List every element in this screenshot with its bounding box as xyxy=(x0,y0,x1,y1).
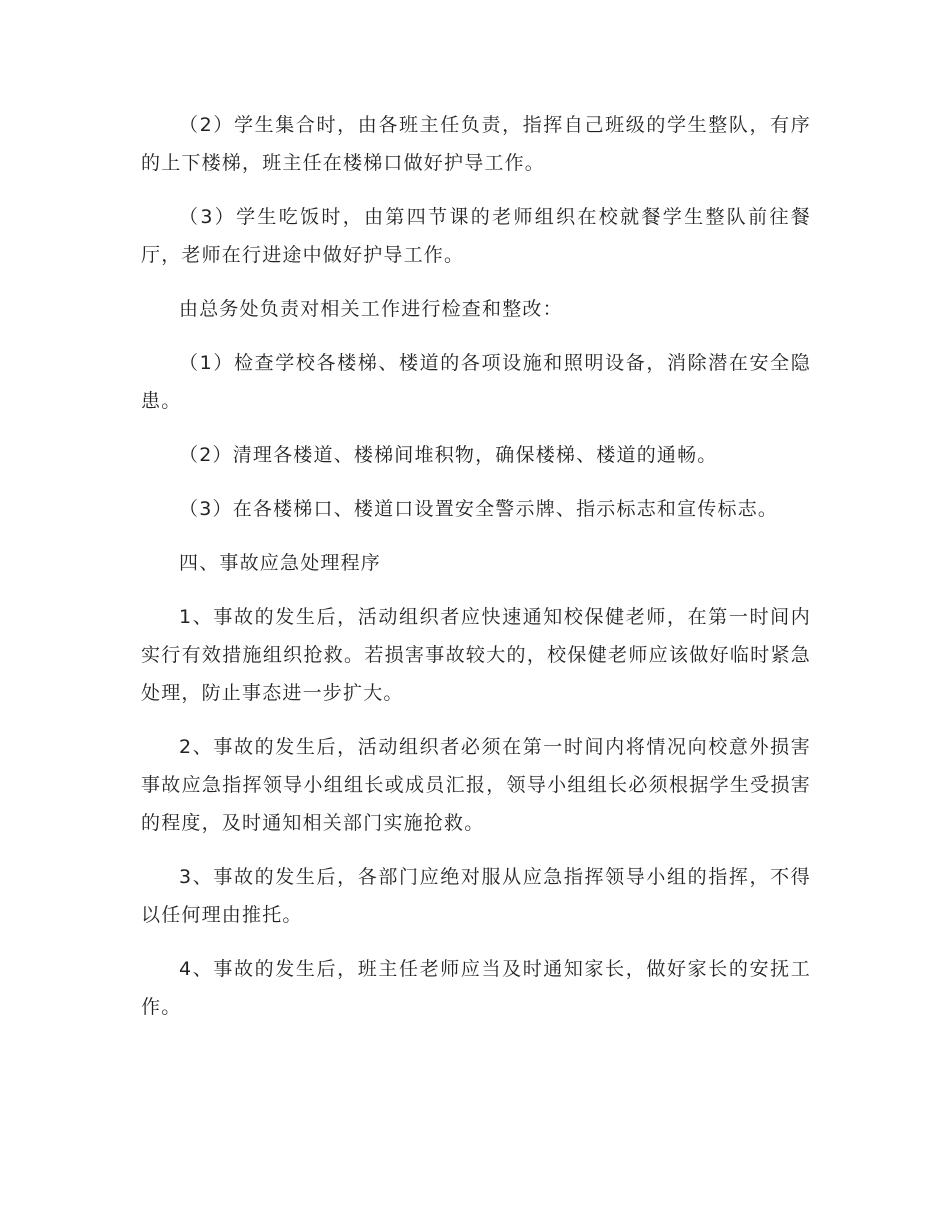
paragraph-clear-obstacles: （2）清理各楼道、楼梯间堆积物，确保楼梯、楼道的通畅。 xyxy=(179,444,718,466)
paragraph-inspect-facilities: （1）检查学校各楼梯、楼道的各项设施和照明设备，消除潜在安全隐患。 xyxy=(141,352,811,412)
paragraph-procedure-2: 2、事故的发生后，活动组织者必须在第一时间内将情况向校意外损害事故应急指挥领导小组组长或成员汇报，领导小组组长必须根据学生受损害的程度，及时通知相关部门实施抢救。 xyxy=(141,736,811,834)
paragraph-assembly: （2）学生集合时，由各班主任负责，指挥自己班级的学生整队，有序的上下楼梯，班主任在楼梯口做好护导工作。 xyxy=(141,114,811,174)
paragraph-procedure-4: 4、事故的发生后，班主任老师应当及时通知家长，做好家长的安抚工作。 xyxy=(141,958,811,1018)
paragraph-warning-signs: （3）在各楼梯口、楼道口设置安全警示牌、指示标志和宣传标志。 xyxy=(179,498,779,520)
section-heading-emergency-procedure: 四、事故应急处理程序 xyxy=(179,552,382,574)
paragraph-meals: （3）学生吃饭时，由第四节课的老师组织在校就餐学生整队前往餐厅，老师在行进途中做好护导工作。 xyxy=(141,206,811,266)
paragraph-general-affairs: 由总务处负责对相关工作进行检查和整改： xyxy=(179,298,563,320)
document-body xyxy=(141,106,811,1042)
paragraph-procedure-3: 3、事故的发生后，各部门应绝对服从应急指挥领导小组的指挥，不得以任何理由推托。 xyxy=(141,866,811,926)
paragraph-procedure-1: 1、事故的发生后，活动组织者应快速通知校保健老师，在第一时间内实行有效措施组织抢救。若损害事故较大的，校保健老师应该做好临时紧急处理，防止事态进一步扩大。 xyxy=(141,606,811,704)
